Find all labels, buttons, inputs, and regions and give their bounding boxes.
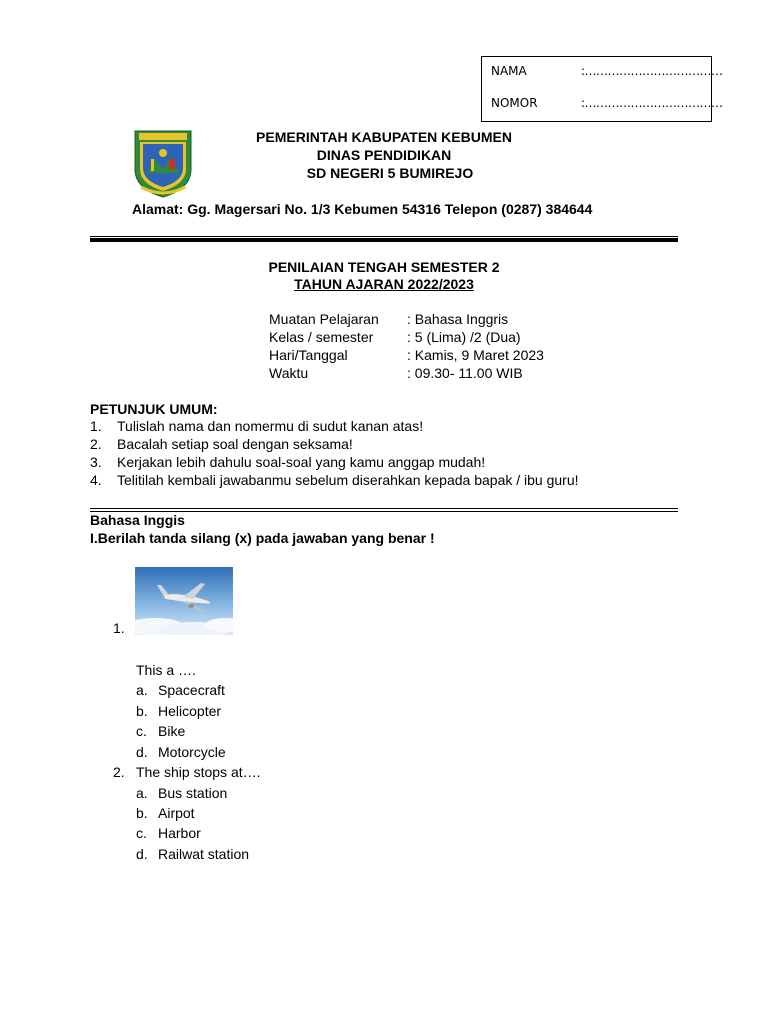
option-letter: c. <box>136 723 147 739</box>
school-name: SD NEGERI 5 BUMIREJO <box>306 165 474 181</box>
list-number: 3. <box>90 454 102 470</box>
list-number: 4. <box>90 472 102 488</box>
option-letter: b. <box>136 703 148 719</box>
answer-option[interactable] <box>136 723 336 743</box>
question-stem: This a …. <box>136 662 196 678</box>
option-letter: d. <box>136 846 148 862</box>
department-heading: DINAS PENDIDIKAN <box>316 147 452 163</box>
name-number-box <box>481 56 723 122</box>
option-text: Airpot <box>158 805 195 821</box>
option-text: Railwat station <box>158 846 250 862</box>
answer-option[interactable] <box>136 682 336 702</box>
name-field[interactable]: :……………………………… <box>581 64 723 78</box>
answer-option[interactable] <box>136 805 336 825</box>
question-number: 2. <box>113 764 125 780</box>
option-letter: a. <box>136 785 148 801</box>
option-letter: c. <box>136 825 147 841</box>
meta-value: : 5 (Lima) /2 (Dua) <box>407 329 521 345</box>
meta-value: : 09.30- 11.00 WIB <box>407 365 523 381</box>
answer-option[interactable] <box>136 825 336 845</box>
meta-label: Muatan Pelajaran <box>269 311 379 327</box>
option-text: Spacecraft <box>158 682 225 698</box>
answer-option[interactable] <box>136 846 336 866</box>
option-letter: d. <box>136 744 148 760</box>
header-divider-thick <box>90 238 678 242</box>
answer-option[interactable] <box>136 785 336 805</box>
meta-label: Waktu <box>269 365 309 381</box>
school-address: Alamat: Gg. Magersari No. 1/3 Kebumen 54316 Telepon (0287) 384644 <box>132 201 593 217</box>
option-text: Helicopter <box>158 703 222 719</box>
list-text: Bacalah setiap soal dengan seksama! <box>117 436 353 452</box>
subject-heading: Bahasa Inggis <box>90 512 185 528</box>
exam-title: PENILAIAN TENGAH SEMESTER 2 <box>268 259 500 275</box>
section-instruction: I.Berilah tanda silang (x) pada jawaban yang benar ! <box>90 530 435 546</box>
answer-option[interactable] <box>136 703 336 723</box>
name-label: NAMA <box>491 64 527 78</box>
meta-label: Kelas / semester <box>269 329 374 345</box>
government-heading: PEMERINTAH KABUPATEN KEBUMEN <box>256 129 512 145</box>
instructions-heading: PETUNJUK UMUM: <box>90 401 218 417</box>
list-number: 2. <box>90 436 102 452</box>
airplane-photo-icon <box>135 567 233 635</box>
header-divider-thin <box>90 236 678 237</box>
option-letter: b. <box>136 805 148 821</box>
exam-year-wrap <box>90 276 678 292</box>
option-letter: a. <box>136 682 148 698</box>
list-text: Tulislah nama dan nomermu di sudut kanan atas! <box>117 418 424 434</box>
question-number: 1. <box>113 620 125 636</box>
list-text: Telitilah kembali jawabanmu sebelum diserahkan kepada bapak / ibu guru! <box>117 472 579 488</box>
kebumen-crest-icon <box>133 129 193 199</box>
meta-value: : Kamis, 9 Maret 2023 <box>407 347 544 363</box>
number-label: NOMOR <box>491 96 538 110</box>
question-stem: The ship stops at…. <box>136 764 261 780</box>
academic-year: TAHUN AJARAN 2022/2023 <box>294 276 474 292</box>
option-text: Bus station <box>158 785 228 801</box>
list-number: 1. <box>90 418 102 434</box>
meta-value: : Bahasa Inggris <box>407 311 509 327</box>
option-text: Motorcycle <box>158 744 226 760</box>
section-divider-top <box>90 508 678 509</box>
option-text: Harbor <box>158 825 201 841</box>
list-text: Kerjakan lebih dahulu soal-soal yang kamu anggap mudah! <box>117 454 486 470</box>
option-text: Bike <box>158 723 186 739</box>
answer-option[interactable] <box>136 744 336 764</box>
meta-label: Hari/Tanggal <box>269 347 348 363</box>
number-field[interactable]: :……………………………… <box>581 96 723 110</box>
